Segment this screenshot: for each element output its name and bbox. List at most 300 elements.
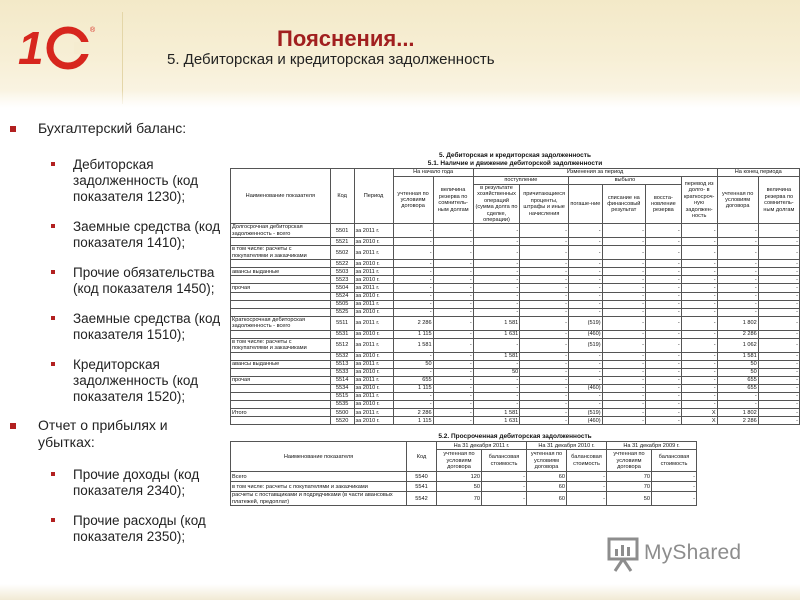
cell-value: 2 286 [717, 330, 758, 338]
bullet-text: Бухгалтерский баланс: [38, 120, 187, 136]
cell-value: - [602, 384, 645, 392]
cell-value: - [473, 260, 520, 268]
bullet-marker [51, 270, 55, 274]
cell-value: - [520, 393, 569, 401]
sub-bullet-text: Заемные средства (код показателя 1510); [73, 311, 221, 342]
cell-value: - [681, 276, 717, 284]
cell-value: - [717, 238, 758, 246]
cell-value: - [645, 308, 681, 316]
cell-value: - [758, 330, 799, 338]
cell-value: - [717, 401, 758, 409]
cell-value: - [645, 330, 681, 338]
cell-value: - [393, 292, 433, 300]
cell-value: - [758, 300, 799, 308]
cell-value: - [569, 292, 603, 300]
cell-name [231, 368, 331, 376]
cell-value: 1 802 [717, 316, 758, 330]
cell-value: - [717, 308, 758, 316]
cell-value: - [520, 292, 569, 300]
cell-value: - [681, 376, 717, 384]
cell-value: - [433, 417, 473, 425]
cell-period: за 2010 г. [354, 352, 393, 360]
sub-bullet [10, 265, 228, 297]
cell-value: - [520, 300, 569, 308]
col-begin-reserve: величина резерва по сомнитель-ным долгам [433, 177, 473, 224]
cell-period: за 2010 г. [354, 238, 393, 246]
cell-value: - [602, 409, 645, 417]
cell-name: Долгосрочная дебиторская задолженность - всего [231, 224, 331, 238]
cell-value: - [645, 393, 681, 401]
bullet-marker [51, 162, 55, 166]
cell-value: - [681, 368, 717, 376]
cell-name: авансы выданные [231, 268, 331, 276]
cell-value: - [393, 238, 433, 246]
cell-value: 1 115 [393, 417, 433, 425]
cell-code: 5511 [330, 316, 354, 330]
cell-value: - [758, 409, 799, 417]
cell-value: - [393, 246, 433, 260]
bullet-marker [10, 126, 16, 132]
cell-value: - [645, 360, 681, 368]
cell-value: - [393, 224, 433, 238]
table-row [231, 268, 800, 276]
col-contract: учтенная по условиям договора [437, 450, 482, 472]
sub-bullet [10, 513, 228, 545]
cell-value: 50 [607, 492, 652, 506]
report-tables [230, 152, 800, 506]
cell-code: 5522 [330, 260, 354, 268]
cell-value: - [520, 284, 569, 292]
cell-value: 1 581 [473, 316, 520, 330]
cell-name: прочая [231, 376, 331, 384]
cell-value: 655 [717, 384, 758, 392]
bullet-list [10, 120, 228, 545]
cell-value: - [602, 338, 645, 352]
cell-period: за 2011 г. [354, 338, 393, 352]
cell-value: - [758, 368, 799, 376]
sub-bullet [10, 311, 228, 343]
sub-bullet-text: Кредиторская задолженность (код показателя 1520); [73, 357, 198, 404]
cell-value: 1 115 [393, 330, 433, 338]
logo-divider [122, 12, 123, 104]
cell-value: - [681, 224, 717, 238]
cell-value: - [645, 284, 681, 292]
cell-value: - [681, 393, 717, 401]
cell-value: - [433, 352, 473, 360]
cell-value: - [758, 393, 799, 401]
col-name: Наименование показателя [231, 169, 331, 224]
cell-value: - [758, 276, 799, 284]
cell-value: - [645, 224, 681, 238]
table-row [231, 260, 800, 268]
cell-value: 60 [527, 472, 567, 482]
cell-code: 5503 [330, 268, 354, 276]
cell-period: за 2010 г. [354, 276, 393, 284]
cell-value: 70 [607, 472, 652, 482]
table-row [231, 393, 800, 401]
cell-value: - [473, 338, 520, 352]
table-row [231, 352, 800, 360]
cell-value: - [602, 308, 645, 316]
cell-value: - [758, 360, 799, 368]
cell-value: - [758, 260, 799, 268]
cell-value: - [393, 284, 433, 292]
cell-value: 50 [393, 360, 433, 368]
watermark-text: MyShared [644, 541, 742, 564]
cell-value: - [433, 238, 473, 246]
cell-value: - [602, 316, 645, 330]
cell-period: за 2011 г. [354, 409, 393, 417]
table-row [231, 308, 800, 316]
col-end-reserve: величина резерва по сомнитель-ным долгам [758, 177, 799, 224]
table-row [231, 409, 800, 417]
cell-value: - [569, 352, 603, 360]
cell-code: 5505 [330, 300, 354, 308]
cell-name [231, 238, 331, 246]
table-row [231, 376, 800, 384]
cell-value: - [473, 308, 520, 316]
cell-name [231, 308, 331, 316]
cell-value: 1 581 [473, 409, 520, 417]
col-2009: На 31 декабря 2009 г. [607, 442, 697, 450]
cell-value: 50 [437, 482, 482, 492]
cell-value: - [433, 308, 473, 316]
receivables-table [230, 168, 800, 425]
cell-value: - [473, 292, 520, 300]
cell-value: - [569, 284, 603, 292]
svg-text:1: 1 [18, 22, 44, 72]
bullet-text: Отчет о прибылях и убытках: [38, 417, 168, 450]
cell-name [231, 260, 331, 268]
cell-value: - [520, 409, 569, 417]
cell-value: 50 [473, 368, 520, 376]
table-row [231, 276, 800, 284]
cell-value: - [645, 300, 681, 308]
col-end: На конец периода [717, 169, 799, 177]
cell-value: - [520, 224, 569, 238]
cell-value: - [393, 300, 433, 308]
cell-value: - [569, 268, 603, 276]
1c-logo [18, 20, 102, 72]
table-row [231, 417, 800, 425]
cell-value: - [645, 260, 681, 268]
table-row [231, 300, 800, 308]
cell-value: - [681, 300, 717, 308]
cell-value: - [567, 492, 607, 506]
overdue-table [230, 441, 697, 506]
cell-code: 5515 [330, 393, 354, 401]
cell-value: - [717, 300, 758, 308]
cell-value: - [569, 260, 603, 268]
cell-value: - [569, 246, 603, 260]
cell-value: - [645, 409, 681, 417]
cell-value: - [717, 292, 758, 300]
cell-name [231, 300, 331, 308]
cell-value: - [433, 401, 473, 409]
cell-period: за 2011 г. [354, 376, 393, 384]
cell-value: - [433, 224, 473, 238]
cell-value: 50 [717, 360, 758, 368]
receivables-table-body [231, 224, 800, 425]
table-row [231, 368, 800, 376]
cell-value: - [717, 246, 758, 260]
cell-period: за 2010 г. [354, 260, 393, 268]
cell-value: - [645, 352, 681, 360]
presentation-icon [606, 537, 640, 573]
col-begin-contract: учтенная по условиям договора [393, 177, 433, 224]
cell-value: - [645, 238, 681, 246]
cell-period: за 2011 г. [354, 268, 393, 276]
cell-name [231, 330, 331, 338]
cell-value: - [567, 482, 607, 492]
cell-value: - [681, 401, 717, 409]
watermark [606, 535, 766, 575]
sub-bullet-text: Прочие доходы (код показателя 2340); [73, 467, 200, 498]
cell-value: 1 802 [717, 409, 758, 417]
sub-bullet [10, 219, 228, 251]
slide-title: Пояснения... [277, 26, 415, 51]
cell-value: 2 286 [393, 316, 433, 330]
bullet-marker [10, 423, 16, 429]
cell-value: 60 [527, 492, 567, 506]
cell-name [231, 292, 331, 300]
col-2011: На 31 декабря 2011 г. [437, 442, 527, 450]
cell-value: - [681, 238, 717, 246]
col-code: Код [330, 169, 354, 224]
table-row [231, 472, 697, 482]
cell-value: 50 [717, 368, 758, 376]
cell-value: - [393, 268, 433, 276]
bullet-marker [51, 224, 55, 228]
cell-value: 1 581 [393, 338, 433, 352]
col-code: Код [407, 442, 437, 472]
col-balance: балансовая стоимость [567, 450, 607, 472]
cell-name: Итого [231, 409, 331, 417]
cell-code: 5532 [330, 352, 354, 360]
cell-value: - [569, 376, 603, 384]
cell-value: - [758, 308, 799, 316]
cell-period: за 2010 г. [354, 308, 393, 316]
table-row [231, 284, 800, 292]
col-name: Наименование показателя [231, 442, 407, 472]
cell-value: - [433, 330, 473, 338]
cell-value: 655 [717, 376, 758, 384]
cell-value: - [433, 409, 473, 417]
cell-value: - [520, 384, 569, 392]
cell-value: - [645, 417, 681, 425]
cell-period: за 2011 г. [354, 224, 393, 238]
sub-bullet [10, 467, 228, 499]
cell-value: - [602, 260, 645, 268]
cell-value: - [645, 246, 681, 260]
col-in-ops: в результате хозяйственных операций (сумма долга по сделке, операции) [473, 185, 520, 224]
cell-name: в том числе: расчеты с покупателями и заказчиками [231, 338, 331, 352]
col-repay: погаше-ние [569, 185, 603, 224]
cell-value: - [645, 268, 681, 276]
col-disposed: выбыло [569, 177, 682, 185]
cell-value: - [433, 368, 473, 376]
cell-value: - [393, 368, 433, 376]
cell-value: - [569, 360, 603, 368]
cell-name [231, 393, 331, 401]
cell-code: 5524 [330, 292, 354, 300]
cell-value: - [758, 417, 799, 425]
col-balance: балансовая стоимость [652, 450, 697, 472]
cell-value: 1 581 [717, 352, 758, 360]
cell-value: - [602, 417, 645, 425]
cell-value: (519) [569, 316, 603, 330]
cell-period: за 2011 г. [354, 360, 393, 368]
table-row [231, 482, 697, 492]
sub-bullet [10, 357, 228, 405]
cell-value: 1 062 [717, 338, 758, 352]
cell-value: - [473, 393, 520, 401]
cell-value: - [569, 368, 603, 376]
cell-value: - [645, 292, 681, 300]
table-row [231, 238, 800, 246]
cell-value: - [569, 401, 603, 409]
cell-value: - [652, 472, 697, 482]
cell-value: - [681, 308, 717, 316]
cell-value: - [433, 376, 473, 384]
cell-value: - [645, 401, 681, 409]
cell-value: - [520, 368, 569, 376]
table1-caption: 5. Дебиторская и кредиторская задолженность [439, 152, 591, 159]
cell-value: - [482, 482, 527, 492]
cell-name: прочая [231, 284, 331, 292]
table-row [231, 330, 800, 338]
cell-value: - [393, 393, 433, 401]
bullet-pnl [10, 417, 228, 451]
col-end-contract: учтенная по условиям договора [717, 177, 758, 224]
cell-value: - [717, 268, 758, 276]
cell-name: в том числе: расчеты с покупателями и заказчиками [231, 246, 331, 260]
cell-code: 5540 [407, 472, 437, 482]
cell-value: - [473, 376, 520, 384]
cell-value: - [758, 352, 799, 360]
col-writeoff: списание на финансовый результат [602, 185, 645, 224]
cell-value: - [681, 260, 717, 268]
cell-value: - [717, 260, 758, 268]
table-row [231, 338, 800, 352]
cell-value: - [681, 360, 717, 368]
cell-value: - [645, 316, 681, 330]
cell-value: - [602, 360, 645, 368]
cell-code: 5502 [330, 246, 354, 260]
cell-name [231, 417, 331, 425]
cell-value: 1 115 [393, 384, 433, 392]
cell-value: - [717, 276, 758, 284]
cell-code: 5533 [330, 368, 354, 376]
cell-value: 120 [437, 472, 482, 482]
cell-value: - [433, 260, 473, 268]
sub-bullet [10, 157, 228, 205]
cell-value: - [433, 338, 473, 352]
cell-period: за 2010 г. [354, 368, 393, 376]
bullet-marker [51, 316, 55, 320]
table-row [231, 401, 800, 409]
cell-value: - [520, 360, 569, 368]
cell-code: 5500 [330, 409, 354, 417]
cell-value: - [602, 300, 645, 308]
cell-value: - [602, 276, 645, 284]
cell-value: - [758, 224, 799, 238]
col-contract: учтенная по условиям договора [607, 450, 652, 472]
cell-value: - [569, 308, 603, 316]
cell-name: авансы выданные [231, 360, 331, 368]
cell-value: - [433, 300, 473, 308]
table-row [231, 224, 800, 238]
col-interest: причитающиеся проценты, штрафы и иные начисления [520, 185, 569, 224]
sub-bullet-text: Заемные средства (код показателя 1410); [73, 219, 221, 250]
cell-value: 1 631 [473, 417, 520, 425]
cell-value: - [681, 352, 717, 360]
cell-value: - [758, 316, 799, 330]
cell-period: за 2010 г. [354, 330, 393, 338]
cell-value: - [473, 284, 520, 292]
cell-value: - [433, 316, 473, 330]
cell-value: - [681, 330, 717, 338]
cell-value: - [520, 316, 569, 330]
cell-value: - [473, 300, 520, 308]
cell-code: 5535 [330, 401, 354, 409]
cell-value: - [569, 393, 603, 401]
cell-value: - [520, 330, 569, 338]
cell-value: - [433, 246, 473, 260]
cell-value: - [681, 246, 717, 260]
cell-value: (519) [569, 338, 603, 352]
cell-value: (460) [569, 384, 603, 392]
footer-band [0, 584, 800, 600]
cell-value: - [473, 238, 520, 246]
cell-value: 70 [437, 492, 482, 506]
cell-period: за 2011 г. [354, 284, 393, 292]
cell-code: 5501 [330, 224, 354, 238]
table-row [231, 384, 800, 392]
cell-value: - [520, 401, 569, 409]
cell-value: - [645, 276, 681, 284]
cell-code: 5512 [330, 338, 354, 352]
cell-period: за 2011 г. [354, 246, 393, 260]
cell-value: - [681, 292, 717, 300]
col-contract: учтенная по условиям договора [527, 450, 567, 472]
cell-name [231, 401, 331, 409]
cell-value: - [520, 276, 569, 284]
sub-bullet-text: Дебиторская задолженность (код показателя 1230); [73, 157, 198, 204]
cell-value: - [473, 360, 520, 368]
table-row [231, 246, 800, 260]
cell-code: 5534 [330, 384, 354, 392]
cell-name: расчеты с поставщиками и подрядчиками (в части авансовых платежей, предоплат) [231, 492, 407, 506]
cell-value: - [482, 492, 527, 506]
cell-value: - [520, 260, 569, 268]
cell-value: - [717, 393, 758, 401]
cell-code: 5542 [407, 492, 437, 506]
cell-value: X [681, 409, 717, 417]
table-row [231, 292, 800, 300]
cell-value: - [433, 360, 473, 368]
cell-value: - [433, 276, 473, 284]
cell-value: - [758, 284, 799, 292]
cell-value: - [520, 338, 569, 352]
cell-name [231, 384, 331, 392]
cell-value: - [645, 338, 681, 352]
cell-period: за 2011 г. [354, 393, 393, 401]
cell-value: - [758, 268, 799, 276]
cell-value: - [758, 338, 799, 352]
cell-value: - [602, 368, 645, 376]
cell-value: - [717, 284, 758, 292]
